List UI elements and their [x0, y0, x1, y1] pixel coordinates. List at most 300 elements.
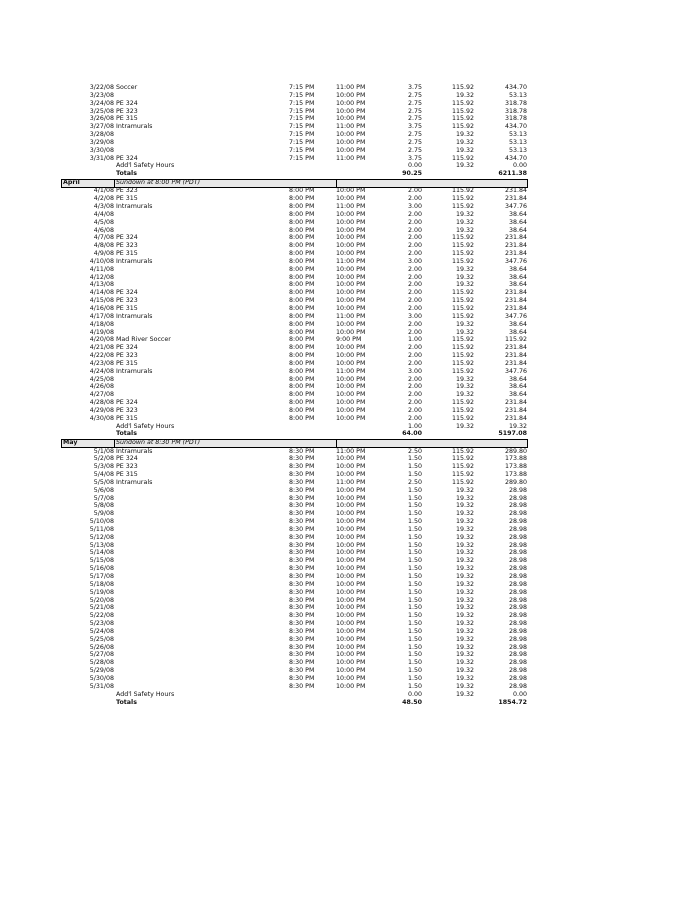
- hours-cell: 2.75: [407, 115, 422, 123]
- hours-cell: 2.75: [407, 131, 422, 139]
- rate-cell: 19.32: [455, 651, 474, 659]
- end-time-cell: 10:00 PM: [336, 541, 366, 549]
- rate-cell: 19.32: [455, 557, 474, 565]
- start-time-cell: 8:00 PM: [289, 257, 315, 265]
- table-row: [0, 219, 695, 227]
- total-cell: 38.64: [508, 281, 527, 289]
- hours-cell: 2.75: [407, 146, 422, 154]
- rate-cell: 115.92: [451, 471, 474, 479]
- safety-total-value: 19.32: [508, 422, 527, 430]
- rate-cell: 115.92: [451, 154, 474, 162]
- total-cell: 231.84: [504, 406, 527, 414]
- hours-cell: 1.50: [407, 659, 422, 667]
- rate-cell: 19.32: [455, 596, 474, 604]
- date-cell: 4/25/08: [89, 375, 114, 383]
- hours-cell: 1.50: [407, 502, 422, 510]
- total-cell: 173.88: [504, 455, 527, 463]
- hours-cell: 2.00: [407, 359, 422, 367]
- activity-cell: PE 323: [116, 463, 138, 471]
- date-cell: 5/15/08: [89, 557, 114, 565]
- table-row: [0, 344, 695, 352]
- table-row: [0, 147, 695, 155]
- end-time-cell: 10:00 PM: [336, 643, 366, 651]
- hours-cell: 1.50: [407, 565, 422, 573]
- hours-cell: 2.00: [407, 399, 422, 407]
- date-cell: 3/28/08: [89, 131, 114, 139]
- rate-cell: 19.32: [455, 502, 474, 510]
- total-cell: 53.13: [508, 91, 527, 99]
- end-time-cell: 11:00 PM: [336, 257, 366, 265]
- end-time-cell: 10:00 PM: [336, 573, 366, 580]
- total-cell: 115.92: [504, 336, 527, 344]
- activity-cell: PE 323: [116, 242, 138, 250]
- date-cell: 4/16/08: [89, 304, 114, 312]
- activity-cell: PE 323: [116, 406, 138, 414]
- table-row: [0, 227, 695, 235]
- table-row: [0, 211, 695, 219]
- start-time-cell: 8:30 PM: [289, 463, 315, 471]
- start-time-cell: 8:30 PM: [289, 682, 315, 690]
- end-time-cell: 10:00 PM: [336, 659, 366, 667]
- start-time-cell: 7:15 PM: [289, 131, 315, 139]
- rate-cell: 19.32: [455, 131, 474, 139]
- end-time-cell: 11:00 PM: [336, 447, 366, 455]
- table-row: [0, 534, 695, 542]
- table-row: [0, 321, 695, 329]
- rate-cell: 115.92: [451, 115, 474, 123]
- sundown-note: Sundown at 8:30 PM (PDT): [116, 438, 201, 446]
- table-row: [0, 479, 695, 487]
- safety-rate-value: 19.32: [455, 162, 474, 170]
- hours-cell: 2.50: [407, 447, 422, 455]
- table-row: [0, 526, 695, 534]
- table-row: [0, 92, 695, 100]
- date-cell: 4/7/08: [93, 234, 114, 242]
- end-time-cell: 10:00 PM: [336, 406, 366, 414]
- total-cell: 318.78: [504, 107, 527, 115]
- end-time-cell: 10:00 PM: [336, 297, 366, 305]
- start-time-cell: 8:30 PM: [289, 525, 315, 533]
- table-row: [0, 258, 695, 266]
- date-cell: 3/29/08: [89, 138, 114, 146]
- rate-cell: 115.92: [451, 455, 474, 463]
- end-time-cell: 10:00 PM: [336, 525, 366, 533]
- end-time-cell: 10:00 PM: [336, 549, 366, 557]
- table-row: [0, 187, 695, 195]
- hours-cell: 2.00: [407, 242, 422, 250]
- table-row: [0, 313, 695, 321]
- end-time-cell: 11:00 PM: [336, 203, 366, 210]
- start-time-cell: 7:15 PM: [289, 123, 315, 131]
- start-time-cell: 8:30 PM: [289, 510, 315, 518]
- total-cell: 28.98: [508, 596, 527, 604]
- total-cell: 28.98: [508, 518, 527, 526]
- hours-cell: 1.50: [407, 651, 422, 659]
- rate-cell: 115.92: [451, 406, 474, 414]
- date-cell: 4/28/08: [89, 399, 114, 407]
- rate-cell: 19.32: [455, 273, 474, 281]
- safety-hours-value: 1.00: [407, 422, 422, 430]
- date-cell: 3/24/08: [89, 99, 114, 107]
- rate-cell: 115.92: [451, 242, 474, 250]
- date-cell: 4/1/08: [93, 187, 114, 195]
- end-time-cell: 10:00 PM: [336, 604, 366, 612]
- hours-cell: 2.00: [407, 320, 422, 328]
- start-time-cell: 8:00 PM: [289, 187, 315, 195]
- end-time-cell: 10:00 PM: [336, 375, 366, 383]
- rate-cell: 115.92: [451, 344, 474, 352]
- start-time-cell: 8:30 PM: [289, 502, 315, 510]
- table-row: [0, 234, 695, 242]
- hours-cell: 2.00: [407, 195, 422, 203]
- hours-cell: 1.50: [407, 573, 422, 580]
- date-cell: 5/26/08: [89, 643, 114, 651]
- start-time-cell: 8:30 PM: [289, 643, 315, 651]
- safety-hours-row: [0, 162, 695, 170]
- hours-cell: 2.00: [407, 344, 422, 352]
- start-time-cell: 8:00 PM: [289, 391, 315, 399]
- date-cell: 4/14/08: [89, 289, 114, 297]
- total-cell: 231.84: [504, 344, 527, 352]
- table-row: [0, 360, 695, 368]
- rate-cell: 115.92: [451, 123, 474, 131]
- start-time-cell: 8:30 PM: [289, 604, 315, 612]
- date-cell: 4/26/08: [89, 383, 114, 391]
- table-row: [0, 203, 695, 211]
- rate-cell: 19.32: [455, 486, 474, 494]
- rate-cell: 19.32: [455, 580, 474, 588]
- date-cell: 3/23/08: [89, 91, 114, 99]
- total-cell: 28.98: [508, 510, 527, 518]
- start-time-cell: 7:15 PM: [289, 138, 315, 146]
- end-time-cell: 10:00 PM: [336, 304, 366, 312]
- total-cell: 38.64: [508, 218, 527, 226]
- table-row: [0, 502, 695, 510]
- start-time-cell: 8:00 PM: [289, 352, 315, 360]
- activity-cell: Soccer: [116, 84, 138, 91]
- date-cell: 5/20/08: [89, 596, 114, 604]
- hours-cell: 2.75: [407, 107, 422, 115]
- total-cell: 38.64: [508, 273, 527, 281]
- table-row: [0, 644, 695, 652]
- hours-cell: 2.75: [407, 138, 422, 146]
- date-cell: 4/22/08: [89, 352, 114, 360]
- end-time-cell: 10:00 PM: [336, 391, 366, 399]
- start-time-cell: 8:30 PM: [289, 612, 315, 620]
- end-time-cell: 10:00 PM: [336, 344, 366, 352]
- start-time-cell: 8:00 PM: [289, 265, 315, 273]
- month-header-divider: [336, 439, 337, 448]
- start-time-cell: 8:30 PM: [289, 596, 315, 604]
- hours-cell: 1.50: [407, 525, 422, 533]
- hours-cell: 3.00: [407, 257, 422, 265]
- rate-cell: 19.32: [455, 146, 474, 154]
- end-time-cell: 10:00 PM: [336, 565, 366, 573]
- rate-cell: 19.32: [455, 620, 474, 628]
- start-time-cell: 8:00 PM: [289, 210, 315, 218]
- safety-hours-label: Add'l Safety Hours: [116, 162, 175, 170]
- table-row: [0, 636, 695, 644]
- end-time-cell: 10:00 PM: [336, 91, 366, 99]
- total-cell: 231.84: [504, 289, 527, 297]
- date-cell: 5/24/08: [89, 627, 114, 635]
- rate-cell: 115.92: [451, 336, 474, 344]
- activity-cell: Intramurals: [116, 123, 153, 131]
- rate-cell: 19.32: [455, 518, 474, 526]
- start-time-cell: 8:30 PM: [289, 471, 315, 479]
- total-cell: 231.84: [504, 195, 527, 203]
- date-cell: 5/27/08: [89, 651, 114, 659]
- activity-cell: PE 324: [116, 344, 138, 352]
- start-time-cell: 8:00 PM: [289, 375, 315, 383]
- table-row: [0, 115, 695, 123]
- total-cell: 347.76: [504, 367, 527, 375]
- hours-cell: 2.00: [407, 289, 422, 297]
- hours-cell: 2.00: [407, 187, 422, 195]
- table-row: [0, 407, 695, 415]
- rate-cell: 115.92: [451, 84, 474, 91]
- start-time-cell: 8:30 PM: [289, 573, 315, 580]
- start-time-cell: 8:30 PM: [289, 667, 315, 675]
- hours-cell: 2.00: [407, 352, 422, 360]
- total-cell: 28.98: [508, 682, 527, 690]
- date-cell: 5/13/08: [89, 541, 114, 549]
- end-time-cell: 10:00 PM: [336, 281, 366, 289]
- date-cell: 3/26/08: [89, 115, 114, 123]
- start-time-cell: 8:30 PM: [289, 494, 315, 502]
- table-row: [0, 391, 695, 399]
- end-time-cell: 10:00 PM: [336, 463, 366, 471]
- hours-cell: 2.00: [407, 273, 422, 281]
- rate-cell: 115.92: [451, 367, 474, 375]
- activity-cell: PE 315: [116, 414, 138, 422]
- activity-cell: PE 323: [116, 352, 138, 360]
- end-time-cell: 10:00 PM: [336, 533, 366, 541]
- safety-hours-label: Add'l Safety Hours: [116, 422, 175, 430]
- total-cell: 53.13: [508, 131, 527, 139]
- start-time-cell: 8:30 PM: [289, 588, 315, 596]
- end-time-cell: 10:00 PM: [336, 187, 366, 195]
- date-cell: 5/31/08: [89, 682, 114, 690]
- total-cell: 38.64: [508, 320, 527, 328]
- rate-cell: 19.32: [455, 91, 474, 99]
- total-cell: 231.84: [504, 187, 527, 195]
- total-cell: 28.98: [508, 674, 527, 682]
- activity-cell: Mad River Soccer: [116, 336, 171, 344]
- activity-cell: Intramurals: [116, 312, 153, 320]
- date-cell: 5/21/08: [89, 604, 114, 612]
- activity-cell: PE 315: [116, 471, 138, 479]
- total-cell: 434.70: [504, 84, 527, 91]
- rate-cell: 19.32: [455, 138, 474, 146]
- total-cell: 231.84: [504, 242, 527, 250]
- total-cell: 38.64: [508, 210, 527, 218]
- hours-cell: 2.00: [407, 226, 422, 234]
- activity-cell: PE 315: [116, 250, 138, 258]
- end-time-cell: 10:00 PM: [336, 195, 366, 203]
- date-cell: 4/21/08: [89, 344, 114, 352]
- date-cell: 4/29/08: [89, 406, 114, 414]
- date-cell: 4/12/08: [89, 273, 114, 281]
- start-time-cell: 7:15 PM: [289, 146, 315, 154]
- date-cell: 5/3/08: [93, 463, 114, 471]
- hours-cell: 1.50: [407, 471, 422, 479]
- hours-cell: 3.75: [407, 154, 422, 162]
- activity-cell: PE 323: [116, 187, 138, 195]
- total-cell: 28.98: [508, 651, 527, 659]
- hours-cell: 3.00: [407, 203, 422, 210]
- start-time-cell: 8:00 PM: [289, 242, 315, 250]
- total-cell: 231.84: [504, 399, 527, 407]
- end-time-cell: 10:00 PM: [336, 557, 366, 565]
- table-row: [0, 250, 695, 258]
- hours-cell: 2.00: [407, 250, 422, 258]
- total-cell: 28.98: [508, 486, 527, 494]
- end-time-cell: 10:00 PM: [336, 146, 366, 154]
- date-cell: 5/22/08: [89, 612, 114, 620]
- start-time-cell: 8:00 PM: [289, 414, 315, 422]
- table-row: [0, 100, 695, 108]
- hours-cell: 1.50: [407, 596, 422, 604]
- end-time-cell: 10:00 PM: [336, 226, 366, 234]
- total-cell: 28.98: [508, 659, 527, 667]
- date-cell: 3/30/08: [89, 146, 114, 154]
- totals-label: Totals: [116, 698, 137, 706]
- safety-hours-row: [0, 423, 695, 431]
- hours-cell: 1.50: [407, 541, 422, 549]
- table-row: [0, 289, 695, 297]
- table-row: [0, 589, 695, 597]
- table-row: [0, 352, 695, 360]
- date-cell: 4/11/08: [89, 265, 114, 273]
- totals-hours-value: 48.50: [402, 698, 422, 706]
- activity-cell: PE 315: [116, 359, 138, 367]
- start-time-cell: 8:00 PM: [289, 399, 315, 407]
- total-cell: 53.13: [508, 138, 527, 146]
- total-cell: 231.84: [504, 352, 527, 360]
- date-cell: 5/11/08: [89, 525, 114, 533]
- start-time-cell: 8:00 PM: [289, 406, 315, 414]
- table-row: [0, 675, 695, 683]
- start-time-cell: 8:00 PM: [289, 218, 315, 226]
- month-header-divider: [114, 179, 115, 188]
- end-time-cell: 10:00 PM: [336, 580, 366, 588]
- date-cell: 5/1/08: [93, 447, 114, 455]
- start-time-cell: 8:30 PM: [289, 557, 315, 565]
- end-time-cell: 10:00 PM: [336, 265, 366, 273]
- end-time-cell: 10:00 PM: [336, 250, 366, 258]
- date-cell: 3/22/08: [89, 84, 114, 91]
- rate-cell: 19.32: [455, 674, 474, 682]
- month-name: May: [63, 438, 78, 446]
- rate-cell: 115.92: [451, 312, 474, 320]
- total-cell: 231.84: [504, 414, 527, 422]
- date-cell: 5/19/08: [89, 588, 114, 596]
- table-row: [0, 155, 695, 163]
- rate-cell: 19.32: [455, 588, 474, 596]
- total-cell: 347.76: [504, 257, 527, 265]
- table-row: [0, 242, 695, 250]
- table-row: [0, 542, 695, 550]
- sundown-note: Sundown at 8:00 PM (PDT): [116, 178, 201, 186]
- table-row: [0, 510, 695, 518]
- activity-cell: PE 324: [116, 234, 138, 242]
- end-time-cell: 10:00 PM: [336, 682, 366, 690]
- end-time-cell: 10:00 PM: [336, 588, 366, 596]
- rate-cell: 19.32: [455, 565, 474, 573]
- date-cell: 4/9/08: [93, 250, 114, 258]
- hours-cell: 1.50: [407, 510, 422, 518]
- activity-cell: Intramurals: [116, 203, 153, 210]
- activity-cell: PE 324: [116, 399, 138, 407]
- date-cell: 5/12/08: [89, 533, 114, 541]
- hours-cell: 3.00: [407, 312, 422, 320]
- hours-cell: 1.50: [407, 635, 422, 643]
- table-row: [0, 399, 695, 407]
- total-cell: 38.64: [508, 391, 527, 399]
- end-time-cell: 10:00 PM: [336, 510, 366, 518]
- totals-hours-value: 64.00: [402, 430, 422, 438]
- end-time-cell: 10:00 PM: [336, 210, 366, 218]
- total-cell: 28.98: [508, 580, 527, 588]
- total-cell: 318.78: [504, 115, 527, 123]
- table-row: [0, 612, 695, 620]
- activity-cell: PE 324: [116, 154, 138, 162]
- hours-cell: 2.00: [407, 234, 422, 242]
- date-cell: 4/30/08: [89, 414, 114, 422]
- start-time-cell: 8:00 PM: [289, 289, 315, 297]
- end-time-cell: 10:00 PM: [336, 289, 366, 297]
- hours-cell: 2.00: [407, 328, 422, 336]
- table-row: [0, 557, 695, 565]
- total-cell: 28.98: [508, 525, 527, 533]
- hours-cell: 2.00: [407, 218, 422, 226]
- hours-cell: 1.50: [407, 486, 422, 494]
- total-cell: 53.13: [508, 146, 527, 154]
- start-time-cell: 7:15 PM: [289, 99, 315, 107]
- rate-cell: 19.32: [455, 510, 474, 518]
- total-cell: 28.98: [508, 588, 527, 596]
- start-time-cell: 8:00 PM: [289, 297, 315, 305]
- end-time-cell: 10:00 PM: [336, 242, 366, 250]
- table-row: [0, 297, 695, 305]
- totals-amount-value: 1854.72: [498, 698, 527, 706]
- rate-cell: 115.92: [451, 447, 474, 455]
- hours-cell: 2.00: [407, 375, 422, 383]
- start-time-cell: 8:00 PM: [289, 226, 315, 234]
- rate-cell: 115.92: [451, 107, 474, 115]
- start-time-cell: 8:30 PM: [289, 541, 315, 549]
- activity-cell: PE 323: [116, 297, 138, 305]
- date-cell: 5/10/08: [89, 518, 114, 526]
- safety-rate-value: 19.32: [455, 690, 474, 698]
- date-cell: 5/18/08: [89, 580, 114, 588]
- totals-row: [0, 430, 695, 438]
- table-row: [0, 383, 695, 391]
- hours-cell: 2.50: [407, 478, 422, 486]
- date-cell: 4/3/08: [93, 203, 114, 210]
- start-time-cell: 7:15 PM: [289, 154, 315, 162]
- table-row: [0, 123, 695, 131]
- total-cell: 289.80: [504, 447, 527, 455]
- end-time-cell: 10:00 PM: [336, 627, 366, 635]
- end-time-cell: 11:00 PM: [336, 367, 366, 375]
- start-time-cell: 8:00 PM: [289, 383, 315, 391]
- end-time-cell: 10:00 PM: [336, 328, 366, 336]
- end-time-cell: 11:00 PM: [336, 84, 366, 91]
- safety-hours-row: [0, 691, 695, 699]
- end-time-cell: 10:00 PM: [336, 502, 366, 510]
